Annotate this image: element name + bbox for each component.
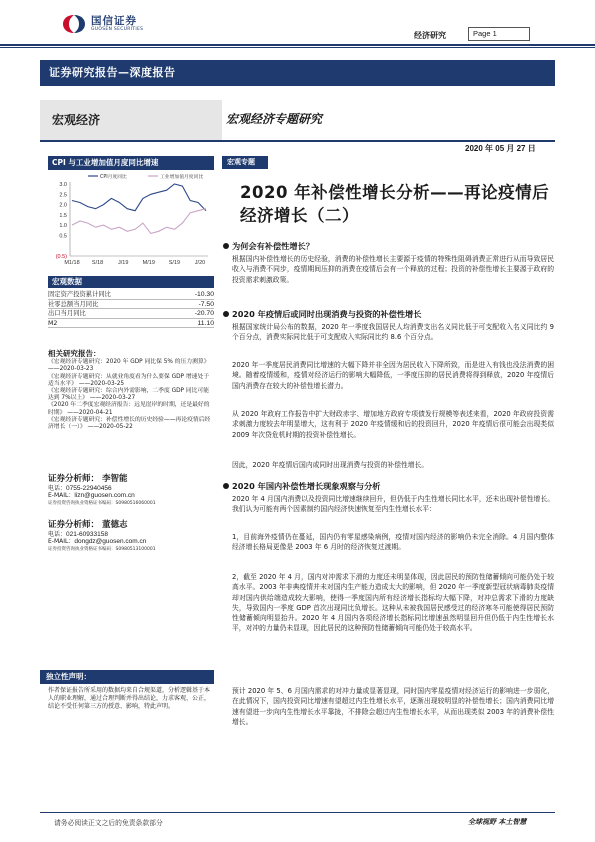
macro-data-table: [48, 290, 214, 328]
header-divider: [0, 44, 595, 46]
x-tick-label: S/18: [91, 260, 104, 266]
paragraph: 根据国家统计局公布的数据，2020 年一季度我国居民人均消费支出名义同比低于可支配收入名义同比约 9 个百分点，消费实际同比低于可支配收入实际同比约 8.6 个百分点。: [232, 323, 554, 342]
section-heading-text: 为何会有补偿性增长？: [232, 241, 314, 251]
analyst-card: [48, 520, 214, 553]
logo: [61, 14, 143, 34]
analyst-phone: 0755-22940456: [66, 485, 112, 492]
section-heading: [223, 481, 380, 492]
footer-slogan: 全球视野 本土智慧: [468, 818, 527, 826]
paragraph: 2020 年 4 月国内消费以及投资同比增速继续回升，但仍低于内生性增长同比水平，还未出现补偿性增长。我们认为可能有两个因素制约国内经济快速恢复至内生性增长水平：: [232, 495, 554, 514]
page-title: 2020 年补偿性增长分析——再论疫情后经济增长（二）: [240, 183, 550, 225]
macro-label: 出口当月同比: [48, 310, 86, 317]
table-row: [48, 309, 214, 319]
paragraph: 因此，2020 年疫情后国内或同时出现消费与投资的补偿性增长。: [232, 461, 429, 469]
y-tick-label: 2.5: [59, 192, 67, 199]
logo-mark-icon: [61, 14, 87, 34]
series-line: [72, 209, 206, 234]
disclaimer-text: 作者保证报告所采用的数据均来自合规渠道，分析逻辑基于本人的职业理解，通过合理判断并得出结论，力求客观、公正，结论不受任何第三方的授意、影响，特此声明。: [48, 687, 211, 710]
table-row: [48, 300, 214, 310]
x-tick-label: J/19: [117, 260, 129, 266]
macro-value: 11.10: [197, 319, 214, 327]
footer-disclaimer: 请务必阅读正文之后的免责条款部分: [54, 819, 163, 827]
paragraph: 从 2020 年政府工作报告中扩大财政赤字、增加地方政府专项债发行规模等表述来看，2020 年政府投资需求刺激力度较去年明显增大，这有利于 2020 年疫情缓和后的投资回升，2020 年疫情后很可能会出现类似 2009 年次贷危机时期的投资补偿性增长。: [232, 410, 554, 439]
macro-data-title: 宏观数据: [48, 276, 214, 288]
cert-label: 证券投资咨询执业资格证书编码：: [48, 546, 116, 552]
y-tick-label: 2.0: [59, 202, 67, 209]
macro-value: -7.50: [198, 300, 214, 308]
special-topic-tag: 宏观专题: [222, 156, 268, 169]
macro-label: M2: [48, 319, 58, 327]
x-tick-label: S/19: [168, 260, 181, 266]
report-date: 2020 年 05 月 27 日: [465, 144, 536, 153]
category-label: 宏观经济: [40, 100, 222, 140]
analyst-name: 李智能: [101, 474, 128, 484]
header-divider-thin: [0, 47, 595, 48]
chart-canvas: [48, 170, 214, 270]
email-label: E-MAIL：: [48, 538, 75, 546]
disclaimer-title: 独立性声明：: [40, 670, 214, 684]
macro-label: 固定资产投资累计同比: [48, 291, 111, 298]
bullet-icon: [223, 483, 229, 489]
section-heading-text: 2020 年国内补偿性增长现象观察与分析: [232, 481, 381, 491]
related-reports: [48, 350, 214, 431]
analyst-phone: 021-60933158: [66, 531, 108, 538]
section-heading-text: 2020 年疫情后或同时出现消费与投资的补偿性增长: [232, 309, 422, 319]
related-report-item[interactable]: 《宏观经济专题研究：综合内外需影响，二季度 GDP 同比可能达到 7%以上》 ——2020-03-27: [48, 388, 210, 402]
phone-label: 电话：: [48, 531, 67, 538]
related-reports-title: 相关研究报告：: [48, 349, 101, 358]
paragraph: 1，目前海外疫情仍在蔓延，国内仍有零星感染病例，疫情对国内经济的影响仍未完全消除。4 月国内整体经济增长格局更像是 2003 年 6 月时的经济恢复过渡期。: [232, 533, 554, 552]
legend-label: 工业增加值月度同比: [160, 175, 204, 180]
cert-label: 证券投资咨询执业资格证书编码：: [48, 500, 116, 506]
chart-title: CPI 与工业增加值月度同比增速: [48, 156, 214, 170]
macro-label: 社零总额当月同比: [48, 300, 99, 308]
table-row: [48, 319, 214, 329]
related-report-item[interactable]: 《2020 年二季度宏观经济报告：远见崖岸的时期，还是最好的时期》 ——2020-04-21: [48, 402, 210, 416]
y-tick-label: 1.5: [59, 212, 67, 219]
y-tick-label: 0.5: [59, 233, 67, 240]
x-tick-label: J/20: [194, 260, 206, 266]
page-number: Page 1: [468, 27, 530, 41]
analyst-name: 董德志: [101, 520, 128, 530]
section-heading: [223, 241, 314, 252]
bullet-icon: [223, 311, 229, 317]
y-tick-label: (0.5): [55, 254, 67, 260]
table-row: [48, 290, 214, 300]
paragraph: 根据国内补偿性增长的历史经验，消费的补偿性增长主要源于疫情的特殊性阻碍消费正常进行从而导致居民收入与消费不同步，疫情期间压抑的消费在疫情后会有一个释放的过程；投资的补偿性增长主要源于政府的投资需求刺激政策。: [232, 255, 554, 284]
logo-name: 国信证券: [91, 15, 137, 27]
analyst-email[interactable]: lizn@guosen.com.cn: [74, 492, 135, 500]
paragraph: 预计 2020 年 5、6 月国内需求的对冲力量或显著显现，同时国内零星疫情对经济运行的影响进一步弱化，在此情况下，国内投资同比增速有望超过内生性增长水平，逐渐出现较明显的补偿性增长；国内消费同比增速有望进一步向内生性增长水平靠拢，不排除会超过内生性增长水平，从而出现类似 2003 年的消费补偿性增长。: [232, 687, 554, 726]
x-tick-label: M1/18: [64, 260, 80, 266]
phone-label: 电话：: [48, 485, 67, 492]
analyst-cert: S0980513100001: [115, 546, 156, 552]
analyst-email[interactable]: dongdz@guosen.com.cn: [74, 538, 147, 546]
banner-divider: [40, 140, 555, 142]
footer-divider: [40, 812, 555, 813]
report-type-banner: 证券研究报告—深度报告: [40, 60, 555, 86]
paragraph: 2020 年一季度居民消费同比增速的大幅下降并非全因为居民收入下降所致，而是进入有钱也没法消费的困境。随着疫情缓和，疫情对经济运行的影响大幅降低，一季度压抑的居民消费将得到释放，2020 年疫情后国内消费存在较大的补偿性增长潜力。: [232, 361, 554, 390]
section-heading: [223, 309, 421, 320]
x-tick-label: M/19: [142, 260, 155, 266]
paragraph: 2，截至 2020 年 4 月，国内对冲需求下滑的力度还未明显体现，因此居民的预防性储蓄倾向可能仍处于较高水平。2003 年非典疫情并未对国内生产能力造成太大的影响，但 2020 年一季度新型冠状病毒肺炎疫情却对国内供给端造成较大影响，使得一季度国内所有经济增长指标均大幅下降，对冲总需求下滑的力度缺失，导致国内一季度 GDP 首次出现同比负增长。这种从未被我国居民感受过的经济寒冬可能使得居民预防性储蓄倾向明显抬升。2020 年 4 月国内各项经济增长指标同比增速虽然明显回升但仍低于内生性增长水平，对冲的力量仍未显现，因此居民的这种预防性储蓄倾向可能仍处于较高水平。: [232, 573, 554, 633]
analyst-role: 证券分析师：: [48, 474, 100, 484]
analyst-card: [48, 474, 214, 507]
y-tick-label: 3.0: [59, 182, 67, 188]
section-tag: 经济研究: [414, 31, 446, 40]
email-label: E-MAIL：: [48, 492, 75, 500]
macro-value: -20.70: [194, 310, 214, 317]
logo-english-name: GUOSEN SECURITIES: [91, 27, 144, 32]
related-report-item[interactable]: 《宏观经济专题研究：补偿性增长的历史经验——再论疫情后经济增长（一）》 ——2020-05-22: [48, 416, 211, 431]
topic-label: 宏观经济专题研究: [226, 112, 323, 126]
analyst-role: 证券分析师：: [48, 520, 100, 530]
series-line: [72, 184, 206, 211]
analyst-cert: S0980516060001: [115, 500, 156, 506]
related-report-item[interactable]: 《宏观经济专题研究：从就业角度看为什么要保 GDP 增速处于适当水平》 ——2020-03-25: [48, 373, 210, 387]
macro-value: -10.30: [194, 291, 214, 298]
legend-label: CPI月度同比: [100, 175, 127, 180]
y-tick-label: 1.0: [59, 223, 67, 230]
cpi-industrial-chart: [48, 170, 214, 270]
bullet-icon: [223, 243, 229, 249]
related-report-item[interactable]: 《宏观经济专题研究：2020 年 GDP 同比保 5% 的压力测算》 ——2020-03-23: [48, 359, 210, 373]
